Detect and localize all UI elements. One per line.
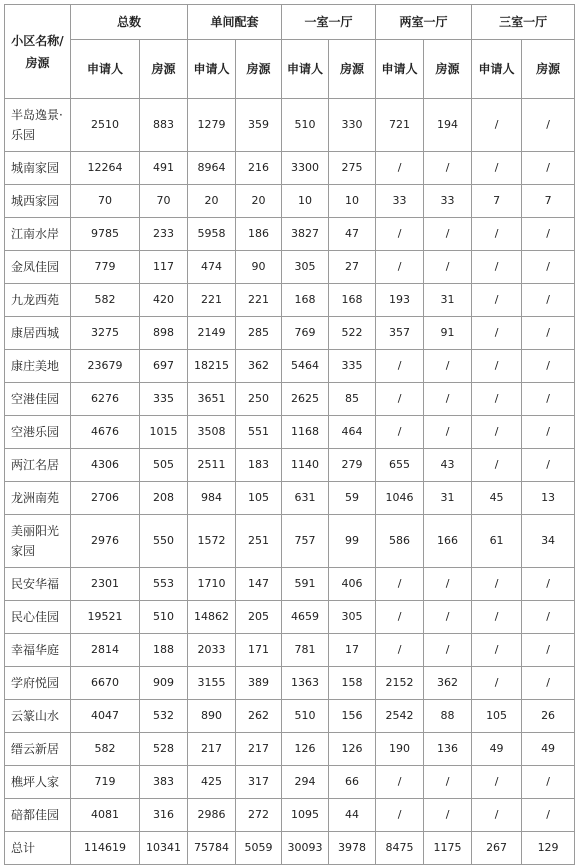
housing-cell: / xyxy=(522,799,575,832)
housing-cell: / xyxy=(424,152,472,185)
applicants-cell: / xyxy=(472,667,522,700)
applicants-cell: / xyxy=(472,284,522,317)
housing-cell: 99 xyxy=(329,515,376,568)
applicants-cell: / xyxy=(472,251,522,284)
housing-cell: 362 xyxy=(236,350,282,383)
applicants-cell: / xyxy=(472,350,522,383)
housing-cell: 553 xyxy=(140,568,188,601)
housing-cell: 532 xyxy=(140,700,188,733)
table-body xyxy=(5,99,575,865)
housing-cell: 70 xyxy=(140,185,188,218)
community-name-cell: 九龙西苑 xyxy=(5,284,71,317)
housing-cell: 389 xyxy=(236,667,282,700)
community-name-cell: 空港乐园 xyxy=(5,416,71,449)
housing-cell: 883 xyxy=(140,99,188,152)
corner-header: 小区名称/房源 xyxy=(5,5,71,99)
applicants-cell: 586 xyxy=(376,515,424,568)
housing-cell: 233 xyxy=(140,218,188,251)
housing-cell: 27 xyxy=(329,251,376,284)
sub-header-applicants: 申请人 xyxy=(188,40,236,99)
community-name-cell: 两江名居 xyxy=(5,449,71,482)
applicants-cell: 474 xyxy=(188,251,236,284)
applicants-cell: 10 xyxy=(282,185,329,218)
applicants-cell: / xyxy=(376,568,424,601)
applicants-cell: / xyxy=(472,634,522,667)
community-name-cell: 康居西城 xyxy=(5,317,71,350)
housing-cell: 275 xyxy=(329,152,376,185)
applicants-cell: 30093 xyxy=(282,832,329,865)
applicants-cell: 781 xyxy=(282,634,329,667)
housing-cell: 158 xyxy=(329,667,376,700)
housing-cell: 171 xyxy=(236,634,282,667)
applicants-cell: 70 xyxy=(71,185,140,218)
housing-cell: 208 xyxy=(140,482,188,515)
applicants-cell: 4047 xyxy=(71,700,140,733)
housing-cell: 10341 xyxy=(140,832,188,865)
applicants-cell: / xyxy=(376,251,424,284)
applicants-cell: 12264 xyxy=(71,152,140,185)
housing-cell: 129 xyxy=(522,832,575,865)
housing-cell: 550 xyxy=(140,515,188,568)
housing-cell: 44 xyxy=(329,799,376,832)
housing-cell: / xyxy=(522,416,575,449)
housing-cell: 168 xyxy=(329,284,376,317)
housing-cell: / xyxy=(522,251,575,284)
applicants-cell: 1046 xyxy=(376,482,424,515)
housing-cell: 31 xyxy=(424,284,472,317)
applicants-cell: 1140 xyxy=(282,449,329,482)
housing-cell: / xyxy=(424,218,472,251)
housing-cell: / xyxy=(424,383,472,416)
community-name-cell: 幸福华庭 xyxy=(5,634,71,667)
applicants-cell: / xyxy=(376,766,424,799)
sub-header-housing: 房源 xyxy=(329,40,376,99)
housing-cell: / xyxy=(424,416,472,449)
applicants-cell: 193 xyxy=(376,284,424,317)
community-name-cell: 美丽阳光家园 xyxy=(5,515,71,568)
housing-cell: 217 xyxy=(236,733,282,766)
applicants-cell: 1095 xyxy=(282,799,329,832)
applicants-cell: 105 xyxy=(472,700,522,733)
applicants-cell: / xyxy=(472,799,522,832)
applicants-cell: / xyxy=(376,634,424,667)
applicants-cell: 8964 xyxy=(188,152,236,185)
applicants-cell: 4659 xyxy=(282,601,329,634)
housing-cell: 156 xyxy=(329,700,376,733)
header-row-sub xyxy=(5,40,575,99)
applicants-cell: 168 xyxy=(282,284,329,317)
community-name-cell: 樵坪人家 xyxy=(5,766,71,799)
applicants-cell: 510 xyxy=(282,99,329,152)
housing-cell: / xyxy=(522,152,575,185)
housing-cell: 17 xyxy=(329,634,376,667)
housing-cell: 697 xyxy=(140,350,188,383)
applicants-cell: 33 xyxy=(376,185,424,218)
housing-cell: / xyxy=(522,449,575,482)
applicants-cell: / xyxy=(376,218,424,251)
housing-cell: / xyxy=(522,99,575,152)
community-name-cell: 康庄美地 xyxy=(5,350,71,383)
housing-cell: 186 xyxy=(236,218,282,251)
applicants-cell: 7 xyxy=(472,185,522,218)
housing-allocation-table xyxy=(4,4,575,865)
housing-cell: / xyxy=(522,634,575,667)
housing-cell: 528 xyxy=(140,733,188,766)
housing-cell: 5059 xyxy=(236,832,282,865)
community-name-cell: 金凤佳园 xyxy=(5,251,71,284)
housing-cell: 316 xyxy=(140,799,188,832)
housing-cell: 205 xyxy=(236,601,282,634)
housing-cell: / xyxy=(522,350,575,383)
housing-cell: / xyxy=(522,284,575,317)
housing-cell: 66 xyxy=(329,766,376,799)
applicants-cell: 267 xyxy=(472,832,522,865)
housing-cell: 13 xyxy=(522,482,575,515)
table-row xyxy=(5,766,575,799)
applicants-cell: 1363 xyxy=(282,667,329,700)
sub-header-housing: 房源 xyxy=(424,40,472,99)
applicants-cell: 890 xyxy=(188,700,236,733)
housing-cell: 90 xyxy=(236,251,282,284)
applicants-cell: 1572 xyxy=(188,515,236,568)
community-name-cell: 城南家园 xyxy=(5,152,71,185)
table-row xyxy=(5,515,575,568)
housing-cell: 221 xyxy=(236,284,282,317)
housing-cell: 898 xyxy=(140,317,188,350)
housing-cell: / xyxy=(424,350,472,383)
housing-cell: 126 xyxy=(329,733,376,766)
housing-cell: / xyxy=(522,568,575,601)
housing-cell: 136 xyxy=(424,733,472,766)
table-row xyxy=(5,799,575,832)
community-name-cell: 民心佳园 xyxy=(5,601,71,634)
housing-cell: / xyxy=(424,766,472,799)
applicants-cell: 2814 xyxy=(71,634,140,667)
housing-cell: / xyxy=(522,317,575,350)
applicants-cell: 655 xyxy=(376,449,424,482)
table-row xyxy=(5,251,575,284)
sub-header-housing: 房源 xyxy=(140,40,188,99)
housing-cell: 26 xyxy=(522,700,575,733)
sub-header-housing: 房源 xyxy=(522,40,575,99)
housing-cell: 147 xyxy=(236,568,282,601)
applicants-cell: 2301 xyxy=(71,568,140,601)
applicants-cell: 2542 xyxy=(376,700,424,733)
housing-cell: 464 xyxy=(329,416,376,449)
housing-cell: / xyxy=(522,766,575,799)
housing-cell: 1015 xyxy=(140,416,188,449)
housing-cell: 551 xyxy=(236,416,282,449)
housing-cell: 183 xyxy=(236,449,282,482)
community-name-cell: 半岛逸景·乐园 xyxy=(5,99,71,152)
table-row xyxy=(5,383,575,416)
housing-cell: 335 xyxy=(140,383,188,416)
housing-cell: 85 xyxy=(329,383,376,416)
housing-cell: 522 xyxy=(329,317,376,350)
applicants-cell: 49 xyxy=(472,733,522,766)
table-row xyxy=(5,152,575,185)
applicants-cell: 4306 xyxy=(71,449,140,482)
table-row xyxy=(5,449,575,482)
housing-cell: 7 xyxy=(522,185,575,218)
housing-cell: / xyxy=(522,218,575,251)
applicants-cell: 1710 xyxy=(188,568,236,601)
housing-cell: 420 xyxy=(140,284,188,317)
housing-cell: 1175 xyxy=(424,832,472,865)
housing-cell: / xyxy=(424,799,472,832)
housing-cell: 505 xyxy=(140,449,188,482)
applicants-cell: 757 xyxy=(282,515,329,568)
community-name-cell: 学府悦园 xyxy=(5,667,71,700)
group-header-one-bedroom: 一室一厅 xyxy=(282,5,376,40)
housing-cell: 250 xyxy=(236,383,282,416)
table-row xyxy=(5,416,575,449)
community-name-cell: 江南水岸 xyxy=(5,218,71,251)
housing-cell: 34 xyxy=(522,515,575,568)
applicants-cell: 2511 xyxy=(188,449,236,482)
housing-cell: 88 xyxy=(424,700,472,733)
applicants-cell: / xyxy=(472,383,522,416)
applicants-cell: 9785 xyxy=(71,218,140,251)
applicants-cell: 719 xyxy=(71,766,140,799)
applicants-cell: 582 xyxy=(71,733,140,766)
group-header-two-bedroom: 两室一厅 xyxy=(376,5,472,40)
housing-cell: 117 xyxy=(140,251,188,284)
applicants-cell: / xyxy=(472,449,522,482)
applicants-cell: 357 xyxy=(376,317,424,350)
applicants-cell: / xyxy=(376,152,424,185)
housing-cell: / xyxy=(522,383,575,416)
applicants-cell: 2706 xyxy=(71,482,140,515)
applicants-cell: / xyxy=(376,416,424,449)
housing-cell: 305 xyxy=(329,601,376,634)
sub-header-applicants: 申请人 xyxy=(376,40,424,99)
applicants-cell: 75784 xyxy=(188,832,236,865)
housing-cell: / xyxy=(424,568,472,601)
applicants-cell: 217 xyxy=(188,733,236,766)
applicants-cell: 23679 xyxy=(71,350,140,383)
housing-cell: 33 xyxy=(424,185,472,218)
housing-cell: 31 xyxy=(424,482,472,515)
applicants-cell: 18215 xyxy=(188,350,236,383)
applicants-cell: 4676 xyxy=(71,416,140,449)
community-name-cell: 城西家园 xyxy=(5,185,71,218)
housing-cell: 47 xyxy=(329,218,376,251)
applicants-cell: 2033 xyxy=(188,634,236,667)
group-header-total: 总数 xyxy=(71,5,188,40)
table-row xyxy=(5,634,575,667)
community-name-cell: 缙云新居 xyxy=(5,733,71,766)
sub-header-applicants: 申请人 xyxy=(472,40,522,99)
applicants-cell: 3155 xyxy=(188,667,236,700)
table-row xyxy=(5,185,575,218)
housing-cell: 383 xyxy=(140,766,188,799)
table-row xyxy=(5,733,575,766)
table-row xyxy=(5,99,575,152)
housing-cell: / xyxy=(522,667,575,700)
table-row xyxy=(5,482,575,515)
housing-cell: 262 xyxy=(236,700,282,733)
community-name-cell: 龙洲南苑 xyxy=(5,482,71,515)
sub-header-applicants: 申请人 xyxy=(71,40,140,99)
applicants-cell: 114619 xyxy=(71,832,140,865)
table-row xyxy=(5,317,575,350)
housing-cell: 194 xyxy=(424,99,472,152)
housing-cell: 272 xyxy=(236,799,282,832)
housing-cell: 330 xyxy=(329,99,376,152)
applicants-cell: / xyxy=(376,799,424,832)
table-row xyxy=(5,667,575,700)
sub-header-housing: 房源 xyxy=(236,40,282,99)
applicants-cell: 6276 xyxy=(71,383,140,416)
applicants-cell: 5958 xyxy=(188,218,236,251)
housing-cell: 335 xyxy=(329,350,376,383)
table-row xyxy=(5,601,575,634)
applicants-cell: 3827 xyxy=(282,218,329,251)
housing-cell: 285 xyxy=(236,317,282,350)
applicants-cell: 6670 xyxy=(71,667,140,700)
applicants-cell: 4081 xyxy=(71,799,140,832)
applicants-cell: / xyxy=(472,99,522,152)
housing-cell: 59 xyxy=(329,482,376,515)
applicants-cell: / xyxy=(376,383,424,416)
table-row xyxy=(5,350,575,383)
applicants-cell: 14862 xyxy=(188,601,236,634)
housing-cell: 251 xyxy=(236,515,282,568)
applicants-cell: 582 xyxy=(71,284,140,317)
applicants-cell: 20 xyxy=(188,185,236,218)
applicants-cell: 294 xyxy=(282,766,329,799)
community-name-cell: 总计 xyxy=(5,832,71,865)
table-row xyxy=(5,218,575,251)
housing-cell: 91 xyxy=(424,317,472,350)
applicants-cell: 8475 xyxy=(376,832,424,865)
housing-cell: 3978 xyxy=(329,832,376,865)
applicants-cell: / xyxy=(472,317,522,350)
applicants-cell: / xyxy=(472,218,522,251)
housing-cell: 510 xyxy=(140,601,188,634)
table-row xyxy=(5,284,575,317)
applicants-cell: 769 xyxy=(282,317,329,350)
housing-cell: / xyxy=(424,601,472,634)
housing-cell: 20 xyxy=(236,185,282,218)
applicants-cell: 61 xyxy=(472,515,522,568)
applicants-cell: 2152 xyxy=(376,667,424,700)
applicants-cell: 45 xyxy=(472,482,522,515)
table-row xyxy=(5,700,575,733)
applicants-cell: 305 xyxy=(282,251,329,284)
housing-cell: 406 xyxy=(329,568,376,601)
applicants-cell: 2510 xyxy=(71,99,140,152)
applicants-cell: 19521 xyxy=(71,601,140,634)
housing-cell: 10 xyxy=(329,185,376,218)
housing-cell: 43 xyxy=(424,449,472,482)
applicants-cell: 3300 xyxy=(282,152,329,185)
applicants-cell: 3651 xyxy=(188,383,236,416)
housing-cell: / xyxy=(424,251,472,284)
sub-header-applicants: 申请人 xyxy=(282,40,329,99)
applicants-cell: 721 xyxy=(376,99,424,152)
housing-cell: 105 xyxy=(236,482,282,515)
housing-cell: 359 xyxy=(236,99,282,152)
applicants-cell: 2986 xyxy=(188,799,236,832)
community-name-cell: 云篆山水 xyxy=(5,700,71,733)
applicants-cell: 779 xyxy=(71,251,140,284)
applicants-cell: / xyxy=(376,601,424,634)
applicants-cell: 1168 xyxy=(282,416,329,449)
applicants-cell: / xyxy=(472,601,522,634)
applicants-cell: 510 xyxy=(282,700,329,733)
applicants-cell: 591 xyxy=(282,568,329,601)
housing-cell: 491 xyxy=(140,152,188,185)
housing-cell: 279 xyxy=(329,449,376,482)
applicants-cell: 2625 xyxy=(282,383,329,416)
applicants-cell: 126 xyxy=(282,733,329,766)
housing-cell: 188 xyxy=(140,634,188,667)
applicants-cell: 2149 xyxy=(188,317,236,350)
applicants-cell: 5464 xyxy=(282,350,329,383)
housing-cell: 49 xyxy=(522,733,575,766)
applicants-cell: / xyxy=(472,152,522,185)
community-name-cell: 空港佳园 xyxy=(5,383,71,416)
housing-cell: 166 xyxy=(424,515,472,568)
group-header-three-bedroom: 三室一厅 xyxy=(472,5,575,40)
group-header-single-room: 单间配套 xyxy=(188,5,282,40)
applicants-cell: 1279 xyxy=(188,99,236,152)
community-name-cell: 碚都佳园 xyxy=(5,799,71,832)
applicants-cell: 3275 xyxy=(71,317,140,350)
applicants-cell: 425 xyxy=(188,766,236,799)
applicants-cell: 3508 xyxy=(188,416,236,449)
applicants-cell: 984 xyxy=(188,482,236,515)
housing-cell: / xyxy=(424,634,472,667)
header-row-groups xyxy=(5,5,575,40)
applicants-cell: / xyxy=(472,416,522,449)
applicants-cell: 2976 xyxy=(71,515,140,568)
applicants-cell: / xyxy=(472,568,522,601)
applicants-cell: 190 xyxy=(376,733,424,766)
community-name-cell: 民安华福 xyxy=(5,568,71,601)
applicants-cell: / xyxy=(472,766,522,799)
housing-cell: / xyxy=(522,601,575,634)
housing-cell: 216 xyxy=(236,152,282,185)
housing-cell: 362 xyxy=(424,667,472,700)
applicants-cell: / xyxy=(376,350,424,383)
applicants-cell: 631 xyxy=(282,482,329,515)
table-row xyxy=(5,568,575,601)
housing-cell: 909 xyxy=(140,667,188,700)
applicants-cell: 221 xyxy=(188,284,236,317)
housing-cell: 317 xyxy=(236,766,282,799)
